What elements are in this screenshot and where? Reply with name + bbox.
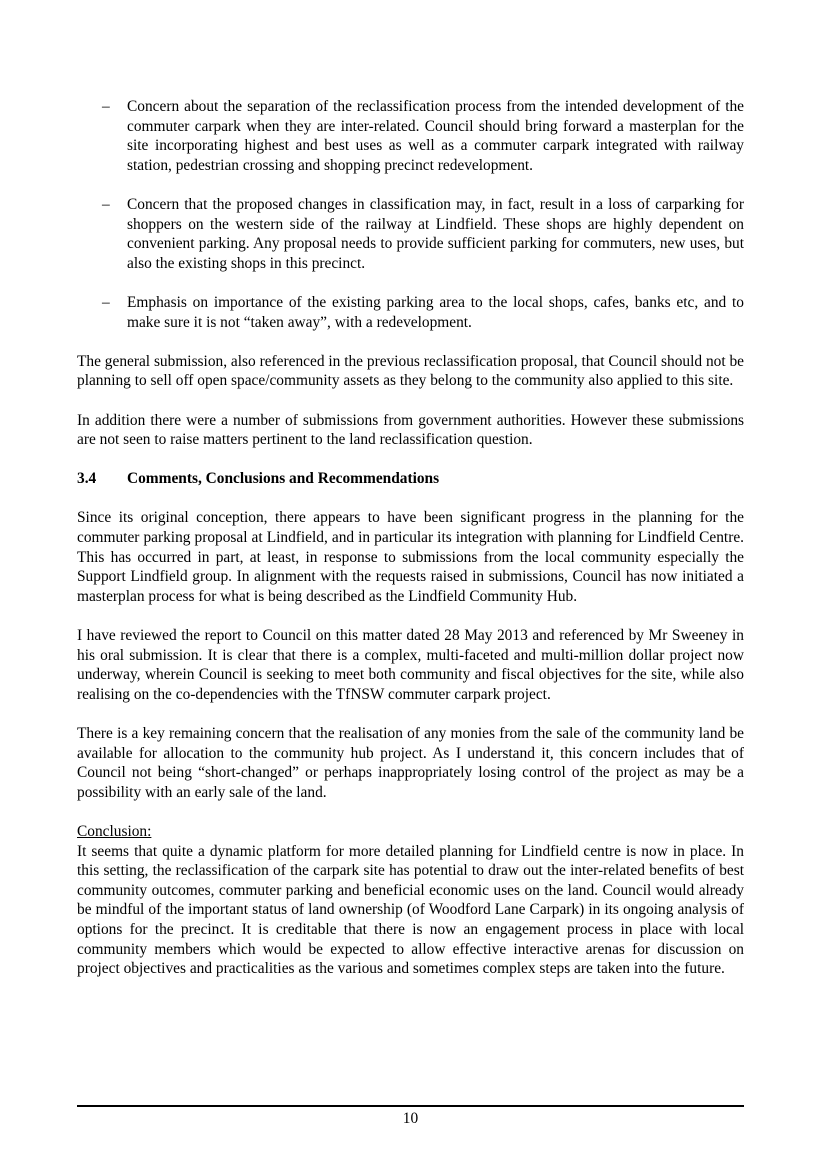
bullet-item (77, 195, 744, 273)
bullet-marker: – (102, 195, 110, 213)
bullet-text: Concern that the proposed changes in classification may, in fact, result in a loss of carparking for shoppers on the western side of the railway at Lindfield. These shops are highly dependent on convenient parking. Any proposal needs to provide sufficient parking for commuters, new uses, but also the existing shops in this precinct. (127, 195, 744, 272)
conclusion-heading: Conclusion: (77, 822, 152, 840)
footer-divider (77, 1105, 744, 1107)
conclusion-text: It seems that quite a dynamic platform for more detailed planning for Lindfield centre is now in place. In this setting, the reclassification of the carpark site has potential to draw out the inter-related benefits of best community outcomes, commuter parking and beneficial economic uses on the land. Council would already be mindful of the important status of land ownership (of Woodford Lane Carpark) in its ongoing analysis of options for the precinct. It is creditable that there is now an engagement process in place with local community members which would be expected to allow effective interactive arenas for discussion on project objectives and practicalities as the various and sometimes complex steps are taken into the future. (77, 842, 744, 978)
paragraph-progress: Since its original conception, there appears to have been significant progress in the planning for the commuter parking proposal at Lindfield, and in particular its integration with planning for Lindfield Centre. This has occurred in part, at least, in response to submissions from the local community especially the Support Lindfield group. In alignment with the requests raised in submissions, Council has now initiated a masterplan process for what is being described as the Lindfield Community Hub. (77, 509, 744, 605)
section-title: Comments, Conclusions and Recommendations (127, 470, 440, 488)
section-number: 3.4 (77, 470, 97, 488)
section-heading (77, 469, 744, 489)
paragraph-remaining-concern: There is a key remaining concern that the realisation of any monies from the sale of the community land be available for allocation to the community hub project. As I understand it, this concern includes that of Council not being “short-changed” or perhaps inappropriately losing control of the project as may be a possibility with an early sale of the land. (77, 725, 744, 801)
bullet-text: Emphasis on importance of the existing parking area to the local shops, cafes, banks etc, and to make sure it is not “taken away”, with a redevelopment. (127, 293, 744, 331)
bullet-item (77, 97, 744, 175)
paragraph-general-submission: The general submission, also referenced in the previous reclassification proposal, that Council should not be planning to sell off open space/community assets as they belong to the community also applied to this site. (77, 352, 744, 390)
page-body (77, 97, 744, 998)
page-number: 10 (402, 1110, 419, 1127)
bullet-item (77, 293, 744, 332)
bullet-text: Concern about the separation of the reclassification process from the intended development of the commuter carpark when they are inter-related. Council should bring forward a masterplan for the site incorporating highest and best uses as well as a commuter carpark integrated with railway station, pedestrian crossing and shopping precinct redevelopment. (127, 98, 744, 174)
bullet-marker: – (102, 293, 110, 311)
paragraph-report-review: I have reviewed the report to Council on this matter dated 28 May 2013 and referenced by Mr Sweeney in his oral submission. It is clear that there is a complex, multi-faceted and multi-million dollar project now underway, wherein Council is seeking to meet both community and fiscal objectives for the site, while also realising on the co-dependencies with the TfNSW commuter carpark project. (77, 627, 744, 703)
bullet-marker: – (102, 98, 110, 115)
submission-bullet-list (77, 97, 744, 332)
paragraph-government-submissions: In addition there were a number of submissions from government authorities. However these submissions are not seen to raise matters pertinent to the land reclassification question. (77, 411, 744, 449)
